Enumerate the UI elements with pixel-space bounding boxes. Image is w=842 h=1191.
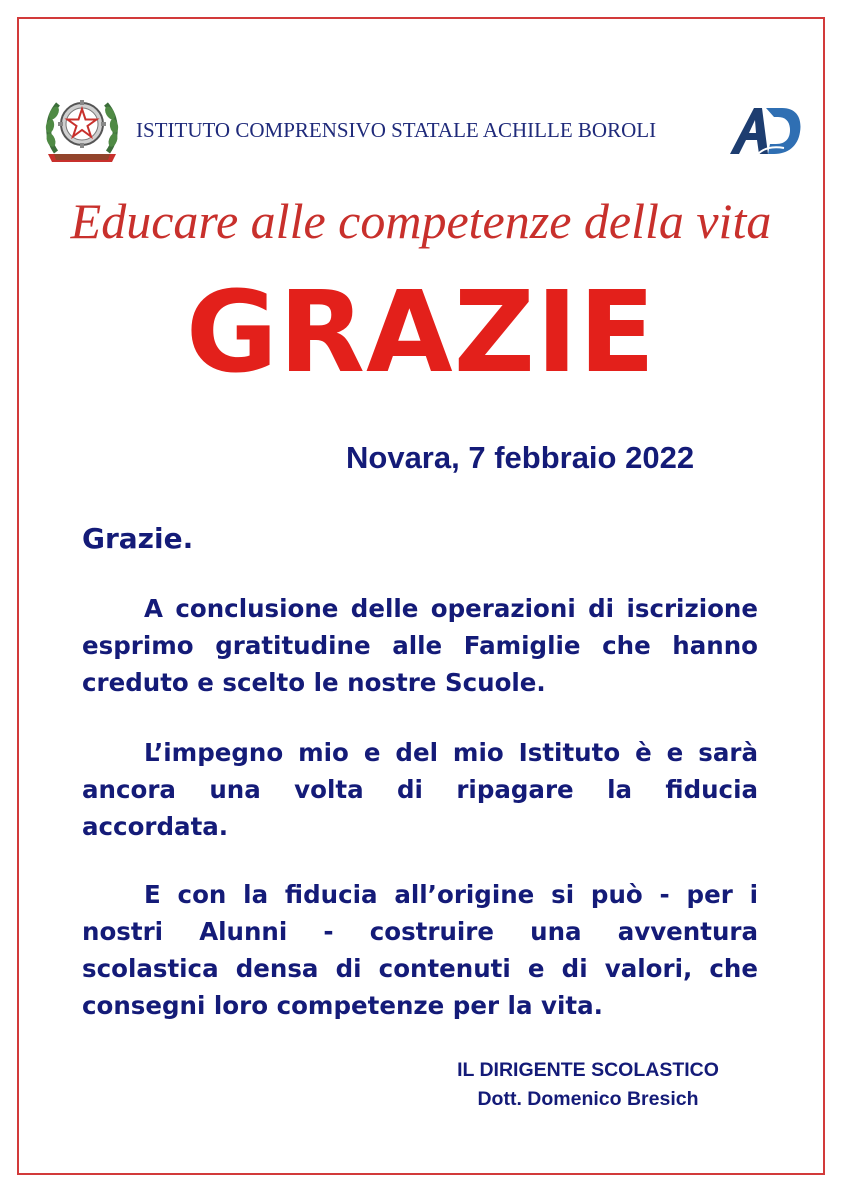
page-title: GRAZIE (185, 268, 657, 398)
letter-salutation: Grazie. (82, 522, 194, 555)
signature-role: IL DIRIGENTE SCOLASTICO (457, 1059, 719, 1081)
italian-republic-emblem-icon (42, 90, 122, 168)
motto: Educare alle competenze della vita (70, 193, 772, 249)
letter-paragraph: A conclusione delle operazioni di iscrizione esprimo gratitudine alle Famiglie che hanno creduto e scelto le nostre Scuole. (82, 594, 758, 697)
signature-block (400, 1056, 776, 1114)
ab-school-logo-icon (728, 104, 802, 156)
school-name: ISTITUTO COMPRENSIVO STATALE ACHILLE BOROLI (136, 118, 657, 142)
letter-paragraph: E con la fiducia all’origine si può - per i nostri Alunni - costruire una avventura scolastica densa di contenuti e di valori, che consegni loro competenze per la vita. (82, 880, 758, 1020)
date-line: Novara, 7 febbraio 2022 (346, 440, 695, 475)
signature-name: Dott. Domenico Bresich (477, 1088, 699, 1110)
letter-paragraph: L’impegno mio e del mio Istituto è e sarà ancora una volta di ripagare la fiducia accordata. (82, 738, 758, 841)
